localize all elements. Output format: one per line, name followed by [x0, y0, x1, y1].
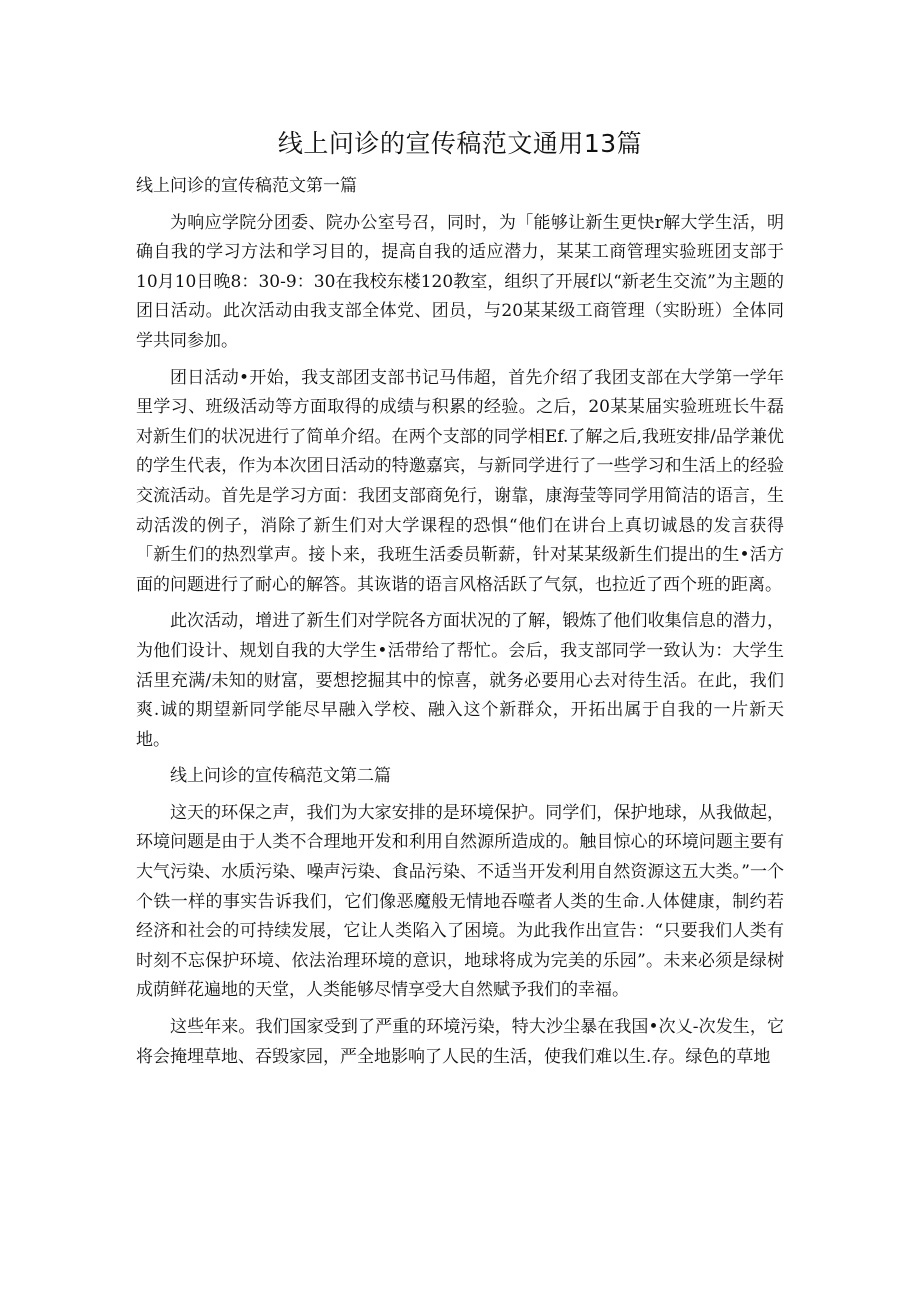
paragraph-1-3: 此次活动，增进了新生们对学院各方面状况的了解，锻炼了他们收集信息的潜力，为他们设计、规划自我的大学生•活带给了帮忙。会后，我支部同学一致认为：大学生活里充满/未知的财富，要想挖掘其中的惊喜，就务必要用心去对待生活。在此，我们爽.诚的期望新同学能尽早融入学校、融入这个新群众，开拓出属于自我的一片新天地。 [136, 611, 784, 750]
paragraph-2-2: 这些年来。我们国家受到了严重的环境污染，特大沙尘暴在我国•次乂-次发生，它将会掩埋草地、吞毁家园，严全地影响了人民的生活，使我们难以生.存。绿色的草地 [136, 1017, 784, 1067]
section-heading-1: 线上问诊的宣传稿范文第一篇 [136, 176, 357, 196]
document-title: 线上问诊的宣传稿范文通用13篇 [277, 129, 643, 158]
paragraph-2-1: 这天的环保之声，我们为大家安排的是环境保护。同学们，保护地球，从我做起，环境问题是由于人类不合理地开发和利用自然源所造成的。触目惊心的环境问题主要有大气污染、水质污染、噪声污染、食品污染、不适当开发利用自然资源这五大类。”一个个铁一样的事实告诉我们，它们像恶魔般无情地吞噬者人类的生命.人体健康，制约若经济和社会的可持续发展，它让人类陷入了困境。为此我作出宣告：“只要我们人类有时刻不忘保护环境、依法治理环境的意识，地球将成为完美的乐园”。未来必须是绿树成荫鲜花遍地的天堂，人类能够尽情享受大自然赋予我们的幸福。 [136, 802, 784, 1001]
document-body [136, 172, 784, 1079]
section-heading-2: 线上问诊的宣传稿范文第二篇 [170, 766, 391, 787]
paragraph-1-1: 为响应学院分团委、院办公室号召，同时，为「能够让新生更快r解大学生活，明确自我的学习方法和学习目的，提高自我的适应潜力，某某工商管理实验班团支部于10月10日晚8：30-9：30在我校东楼120教室，组织了开展f以“新老生交流”为主题的团日活动。此次活动由我支部全体党、团员，与20某某级工商管理（实盼班）全体同学共同参加。 [136, 212, 784, 351]
paragraph-1-2: 团日活动•开始，我支部团支部书记马伟超，首先介绍了我团支部在大学第一学年里学习、班级活动等方面取得的成绩与积累的经验。之后，20某某届实验班班长牛磊对新生们的状况进行了简单介绍。在两个支部的同学相Ef.了解之后,我班安排/品学兼优的学生代表，作为本次团日活动的特邀嘉宾，与新同学进行了一些学习和生活上的经验交流活动。首先是学习方面：我团支部商免行，谢靠，康海莹等同学用简洁的语言，生动活泼的例子，消除了新生们对大学课程的恐惧“他们在讲台上真切诚恳的发言获得「新生们的热烈掌声。接卜来，我班生活委员靳薪，针对某某级新生们提出的生•活方面的问题进行了耐心的解答。其诙谐的语言风格活跃了气氛，也拉近了西个班的距离。 [136, 367, 784, 595]
